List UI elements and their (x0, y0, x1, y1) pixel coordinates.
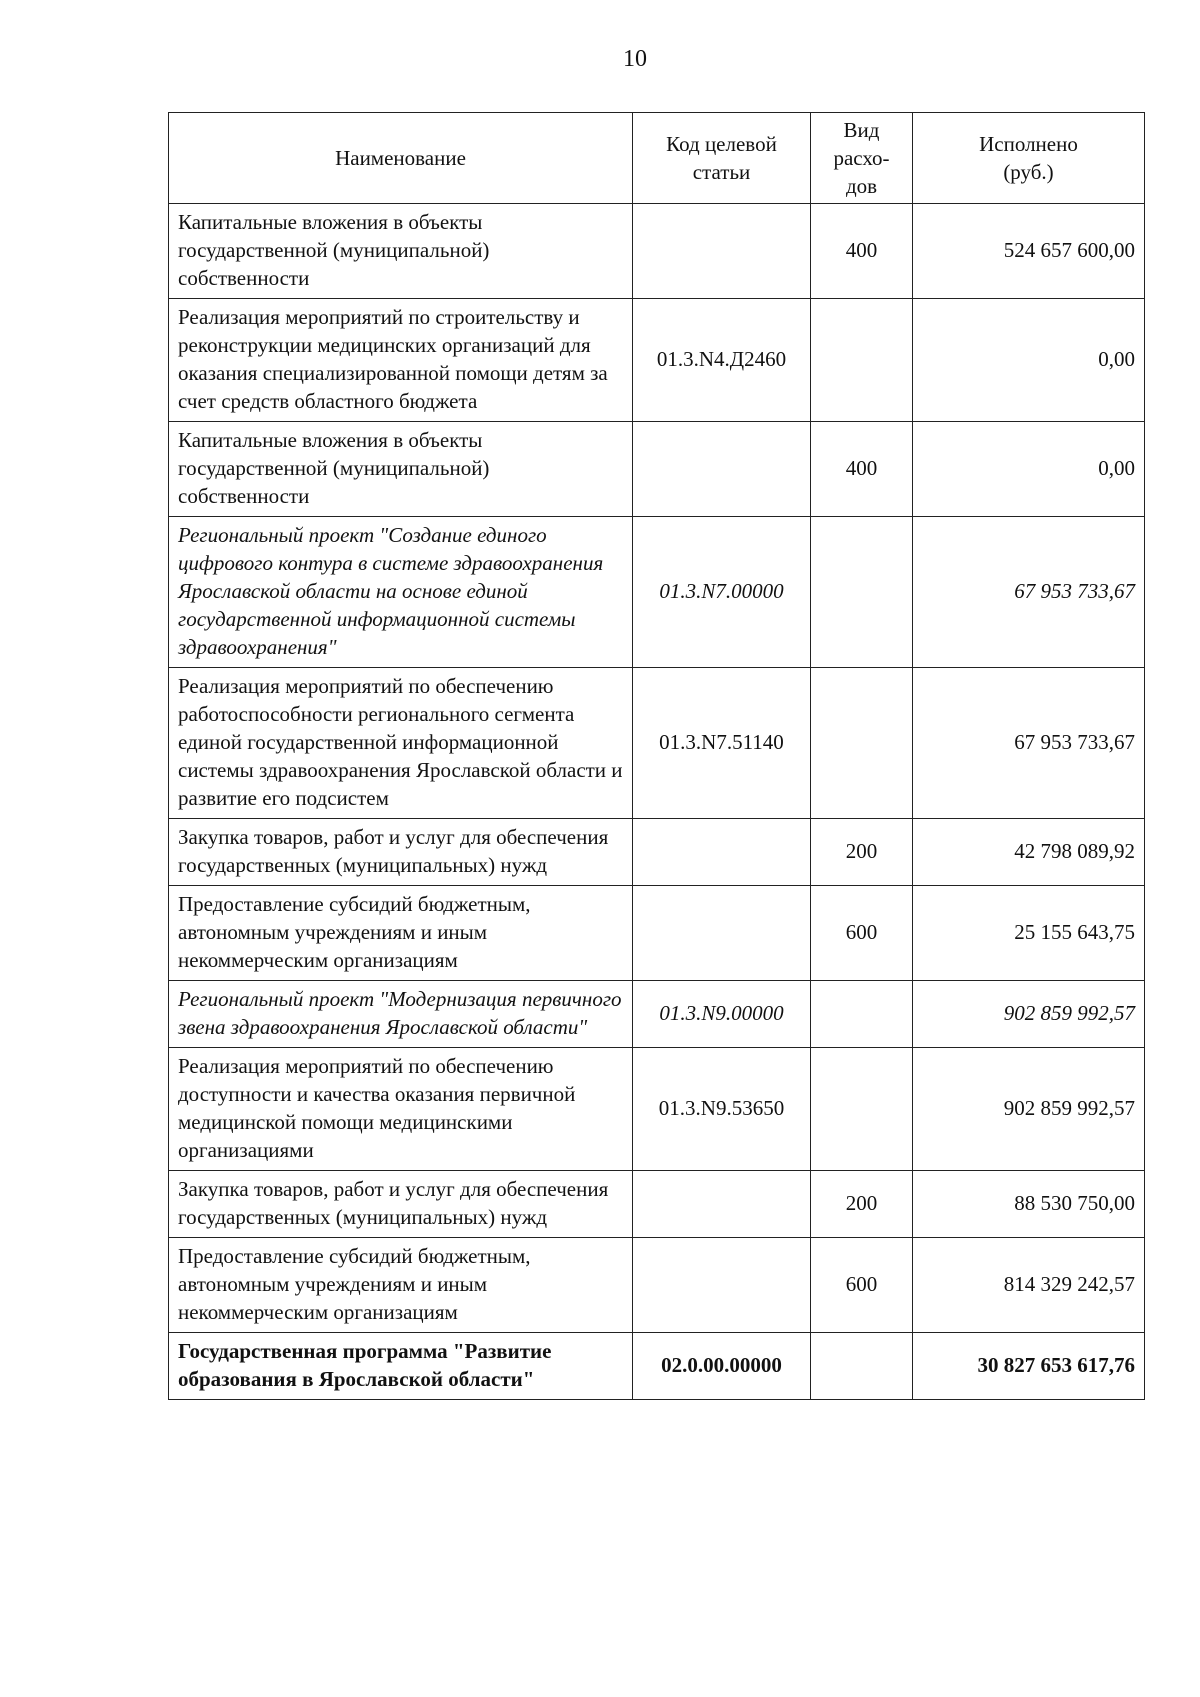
row-code: 02.0.00.00000 (633, 1333, 811, 1400)
row-code: 01.3.N4.Д2460 (633, 299, 811, 422)
row-name: Реализация мероприятий по строительству и реконструкции медицинских организаций для оказания специализированной помощи детям за счет средств областного бюджета (169, 299, 633, 422)
table-row (169, 1048, 1145, 1171)
row-amount: 0,00 (913, 422, 1145, 517)
row-name: Реализация мероприятий по обеспечению доступности и качества оказания первичной медицинской помощи медицинскими организациями (169, 1048, 633, 1171)
row-code: 01.3.N9.00000 (633, 981, 811, 1048)
row-name: Закупка товаров, работ и услуг для обеспечения государственных (муниципальных) нужд (169, 819, 633, 886)
row-name: Государственная программа "Развитие образования в Ярославской области" (169, 1333, 633, 1400)
row-expense-type: 600 (811, 886, 913, 981)
row-code (633, 1171, 811, 1238)
header-code-text: Код целевой статьи (666, 132, 777, 184)
row-code (633, 204, 811, 299)
row-amount: 42 798 089,92 (913, 819, 1145, 886)
row-name: Реализация мероприятий по обеспечению работоспособности регионального сегмента единой государственной информационной системы здравоохранения Ярославской области и развитие его подсистем (169, 668, 633, 819)
header-type (811, 113, 913, 204)
row-expense-type: 200 (811, 1171, 913, 1238)
row-expense-type: 400 (811, 204, 913, 299)
row-amount: 88 530 750,00 (913, 1171, 1145, 1238)
table-body (169, 204, 1145, 1400)
row-code: 01.3.N7.51140 (633, 668, 811, 819)
header-amount (913, 113, 1145, 204)
table-row (169, 886, 1145, 981)
table-row-regional-project (169, 517, 1145, 668)
header-type-text: Вид расхо-дов (833, 118, 890, 198)
table-row (169, 1238, 1145, 1333)
row-name: Региональный проект "Модернизация первичного звена здравоохранения Ярославской области" (169, 981, 633, 1048)
table-row-regional-project (169, 981, 1145, 1048)
row-amount: 524 657 600,00 (913, 204, 1145, 299)
table-row (169, 668, 1145, 819)
row-name: Предоставление субсидий бюджетным, автономным учреждениям и иным некоммерческим организациям (169, 886, 633, 981)
table-row (169, 819, 1145, 886)
row-amount: 902 859 992,57 (913, 1048, 1145, 1171)
budget-execution-table (168, 112, 1145, 1400)
header-amount-text: Исполнено (руб.) (979, 132, 1078, 184)
table-row (169, 299, 1145, 422)
row-code: 01.3.N7.00000 (633, 517, 811, 668)
row-name: Капитальные вложения в объекты государственной (муниципальной) собственности (169, 204, 633, 299)
header-name: Наименование (169, 113, 633, 204)
page-number: 10 (623, 46, 647, 72)
row-code: 01.3.N9.53650 (633, 1048, 811, 1171)
row-expense-type (811, 981, 913, 1048)
row-amount: 0,00 (913, 299, 1145, 422)
row-amount: 814 329 242,57 (913, 1238, 1145, 1333)
row-name: Региональный проект "Создание единого цифрового контура в системе здравоохранения Ярославской области на основе единой государственной информационной системы здравоохранения" (169, 517, 633, 668)
row-name: Капитальные вложения в объекты государственной (муниципальной) собственности (169, 422, 633, 517)
row-amount: 25 155 643,75 (913, 886, 1145, 981)
table-header (169, 113, 1145, 204)
header-row (169, 113, 1145, 204)
table-row (169, 204, 1145, 299)
row-expense-type: 600 (811, 1238, 913, 1333)
row-expense-type (811, 1048, 913, 1171)
row-amount: 67 953 733,67 (913, 517, 1145, 668)
row-code (633, 422, 811, 517)
row-expense-type (811, 668, 913, 819)
header-code (633, 113, 811, 204)
row-expense-type (811, 517, 913, 668)
row-code (633, 1238, 811, 1333)
row-expense-type (811, 299, 913, 422)
table-row (169, 422, 1145, 517)
row-amount: 30 827 653 617,76 (913, 1333, 1145, 1400)
row-name: Закупка товаров, работ и услуг для обеспечения государственных (муниципальных) нужд (169, 1171, 633, 1238)
row-amount: 902 859 992,57 (913, 981, 1145, 1048)
row-name: Предоставление субсидий бюджетным, автономным учреждениям и иным некоммерческим организациям (169, 1238, 633, 1333)
row-expense-type: 200 (811, 819, 913, 886)
row-code (633, 886, 811, 981)
row-expense-type (811, 1333, 913, 1400)
row-expense-type: 400 (811, 422, 913, 517)
table-row (169, 1171, 1145, 1238)
table-row-state-program (169, 1333, 1145, 1400)
row-amount: 67 953 733,67 (913, 668, 1145, 819)
row-code (633, 819, 811, 886)
